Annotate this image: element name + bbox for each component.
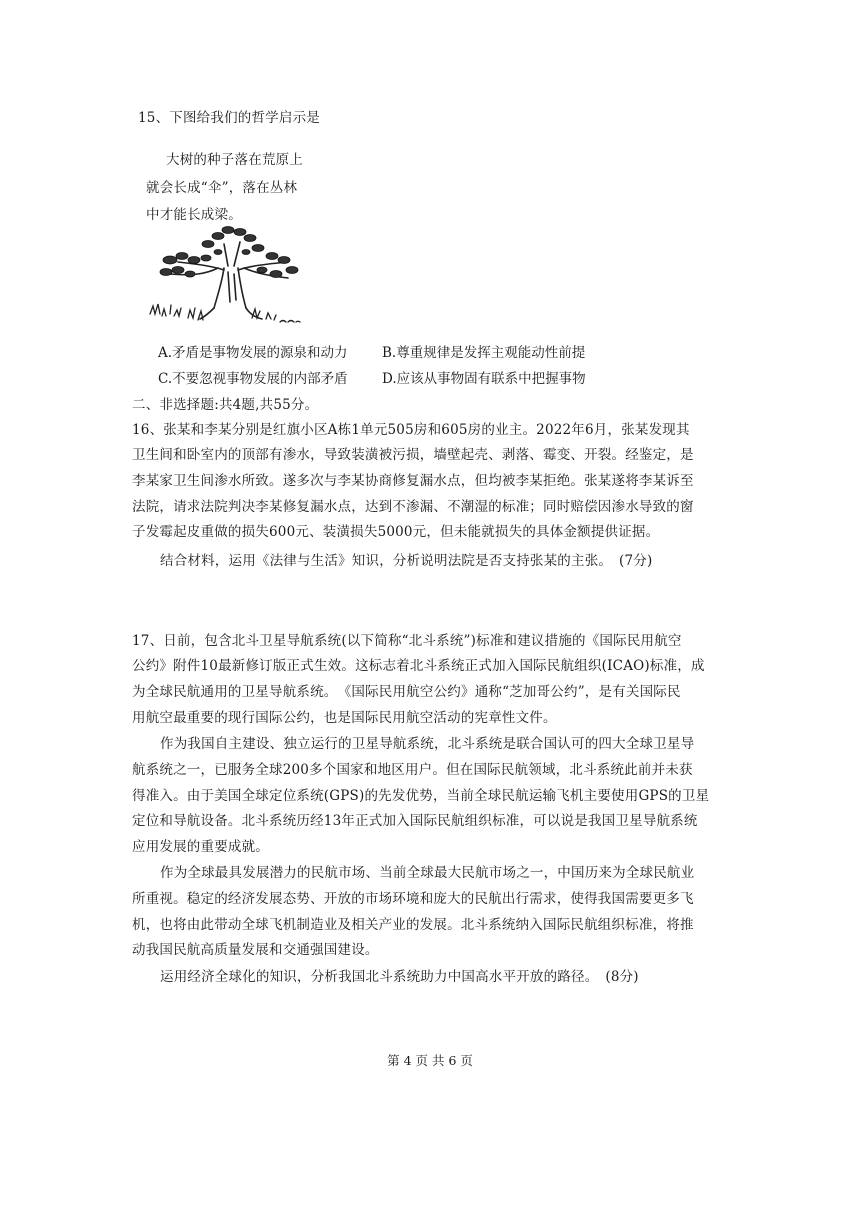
q17-p2-line-2: 航系统之一，已服务全球200多个国家和地区用户。但在国际民航领域，北斗系统此前并未获	[132, 762, 693, 778]
q15-option-d: D.应该从事物固有联系中把握事物	[382, 371, 586, 387]
q17-p3-line-1: 作为全球最具发展潜力的民航市场、当前全球最大民航市场之一，中国历来为全球民航业	[160, 865, 695, 881]
q17-p1-line-2: 公约》附件10最新修订版正式生效。这标志着北斗系统正式加入国际民航组织(ICAO)标准，成	[132, 658, 705, 674]
q16-line-2: 卫生间和卧室内的顶部有渗水，导致装潢被污损，墙壁起壳、剥落、霉变、开裂。经鉴定，是	[132, 447, 694, 463]
q17-p3-line-4: 动我国民航高质量发展和交通强国建设。	[132, 942, 379, 958]
q17-p2-line-3: 得准入。由于美国全球定位系统(GPS)的先发优势，当前全球民航运输飞机主要使用GPS的卫星	[132, 788, 710, 804]
q15-stem: 15、下图给我们的哲学启示是	[138, 110, 320, 126]
q15-option-c: C.不要忽视事物发展的内部矛盾	[158, 371, 348, 387]
q16-line-5: 子发霉起皮重做的损失600元、装潢损失5000元，但未能就损失的具体金额提供证据。	[132, 524, 660, 540]
q17-p1-line-4: 用航空最重要的现行国际公约，也是国际民用航空活动的宪章性文件。	[132, 710, 557, 726]
q15-option-b: B.尊重规律是发挥主观能动性前提	[382, 345, 586, 361]
q17-p3-line-2: 所重视。稳定的经济发展态势、开放的市场环境和庞大的民航出行需求，使得我国需要更多飞	[132, 891, 694, 907]
q17-question: 运用经济全球化的知识，分析我国北斗系统助力中国高水平开放的路径。 (8分)	[160, 969, 639, 985]
q16-question: 结合材料，运用《法律与生活》知识，分析说明法院是否支持张某的主张。 (7分)	[160, 553, 653, 569]
q15-figure-text-1: 大树的种子落在荒原上	[166, 152, 303, 168]
page-footer: 第 4 页 共 6 页	[387, 1053, 473, 1068]
q15-option-a: A.矛盾是事物发展的源泉和动力	[158, 345, 348, 361]
q17-p2-line-1: 作为我国自主建设、独立运行的卫星导航系统，北斗系统是联合国认可的四大全球卫星导	[160, 736, 695, 752]
q17-p3-line-3: 机，也将由此带动全球飞机制造业及相关产业的发展。北斗系统纳入国际民航组织标准，将推	[132, 917, 694, 933]
q16-line-3: 李某家卫生间渗水所致。遂多次与李某协商修复漏水点，但均被李某拒绝。张某遂将李某诉至	[132, 473, 694, 489]
q16-line-4: 法院，请求法院判决李某修复漏水点，达到不渗漏、不潮湿的标准；同时赔偿因渗水导致的窗	[132, 499, 694, 515]
q17-p2-line-5: 应用发展的重要成就。	[132, 839, 269, 855]
q16-line-1: 16、张某和李某分别是红旗小区A栋1单元505房和605房的业主。2022年6月，张某发现其	[132, 422, 690, 438]
section-heading: 二、非选择题:共4题,共55分。	[132, 397, 319, 413]
tree-illustration	[148, 222, 303, 327]
q17-p1-line-3: 为全球民航通用的卫星导航系统。 《国际民用航空公约》通称“芝加哥公约”，是有关国际民	[132, 684, 681, 700]
q15-figure-text-3: 中才能长成梁。	[146, 207, 242, 223]
q17-p2-line-4: 定位和导航设备。北斗系统历经13年正式加入国际民航组织标准，可以说是我国卫星导航系统	[132, 813, 698, 829]
q17-p1-line-1: 17、日前，包含北斗卫星导航系统(以下简称“北斗系统”)标准和建议措施的《国际民用航空	[132, 633, 682, 649]
q15-figure-text-2: 就会长成“伞”，落在丛林	[146, 180, 298, 196]
